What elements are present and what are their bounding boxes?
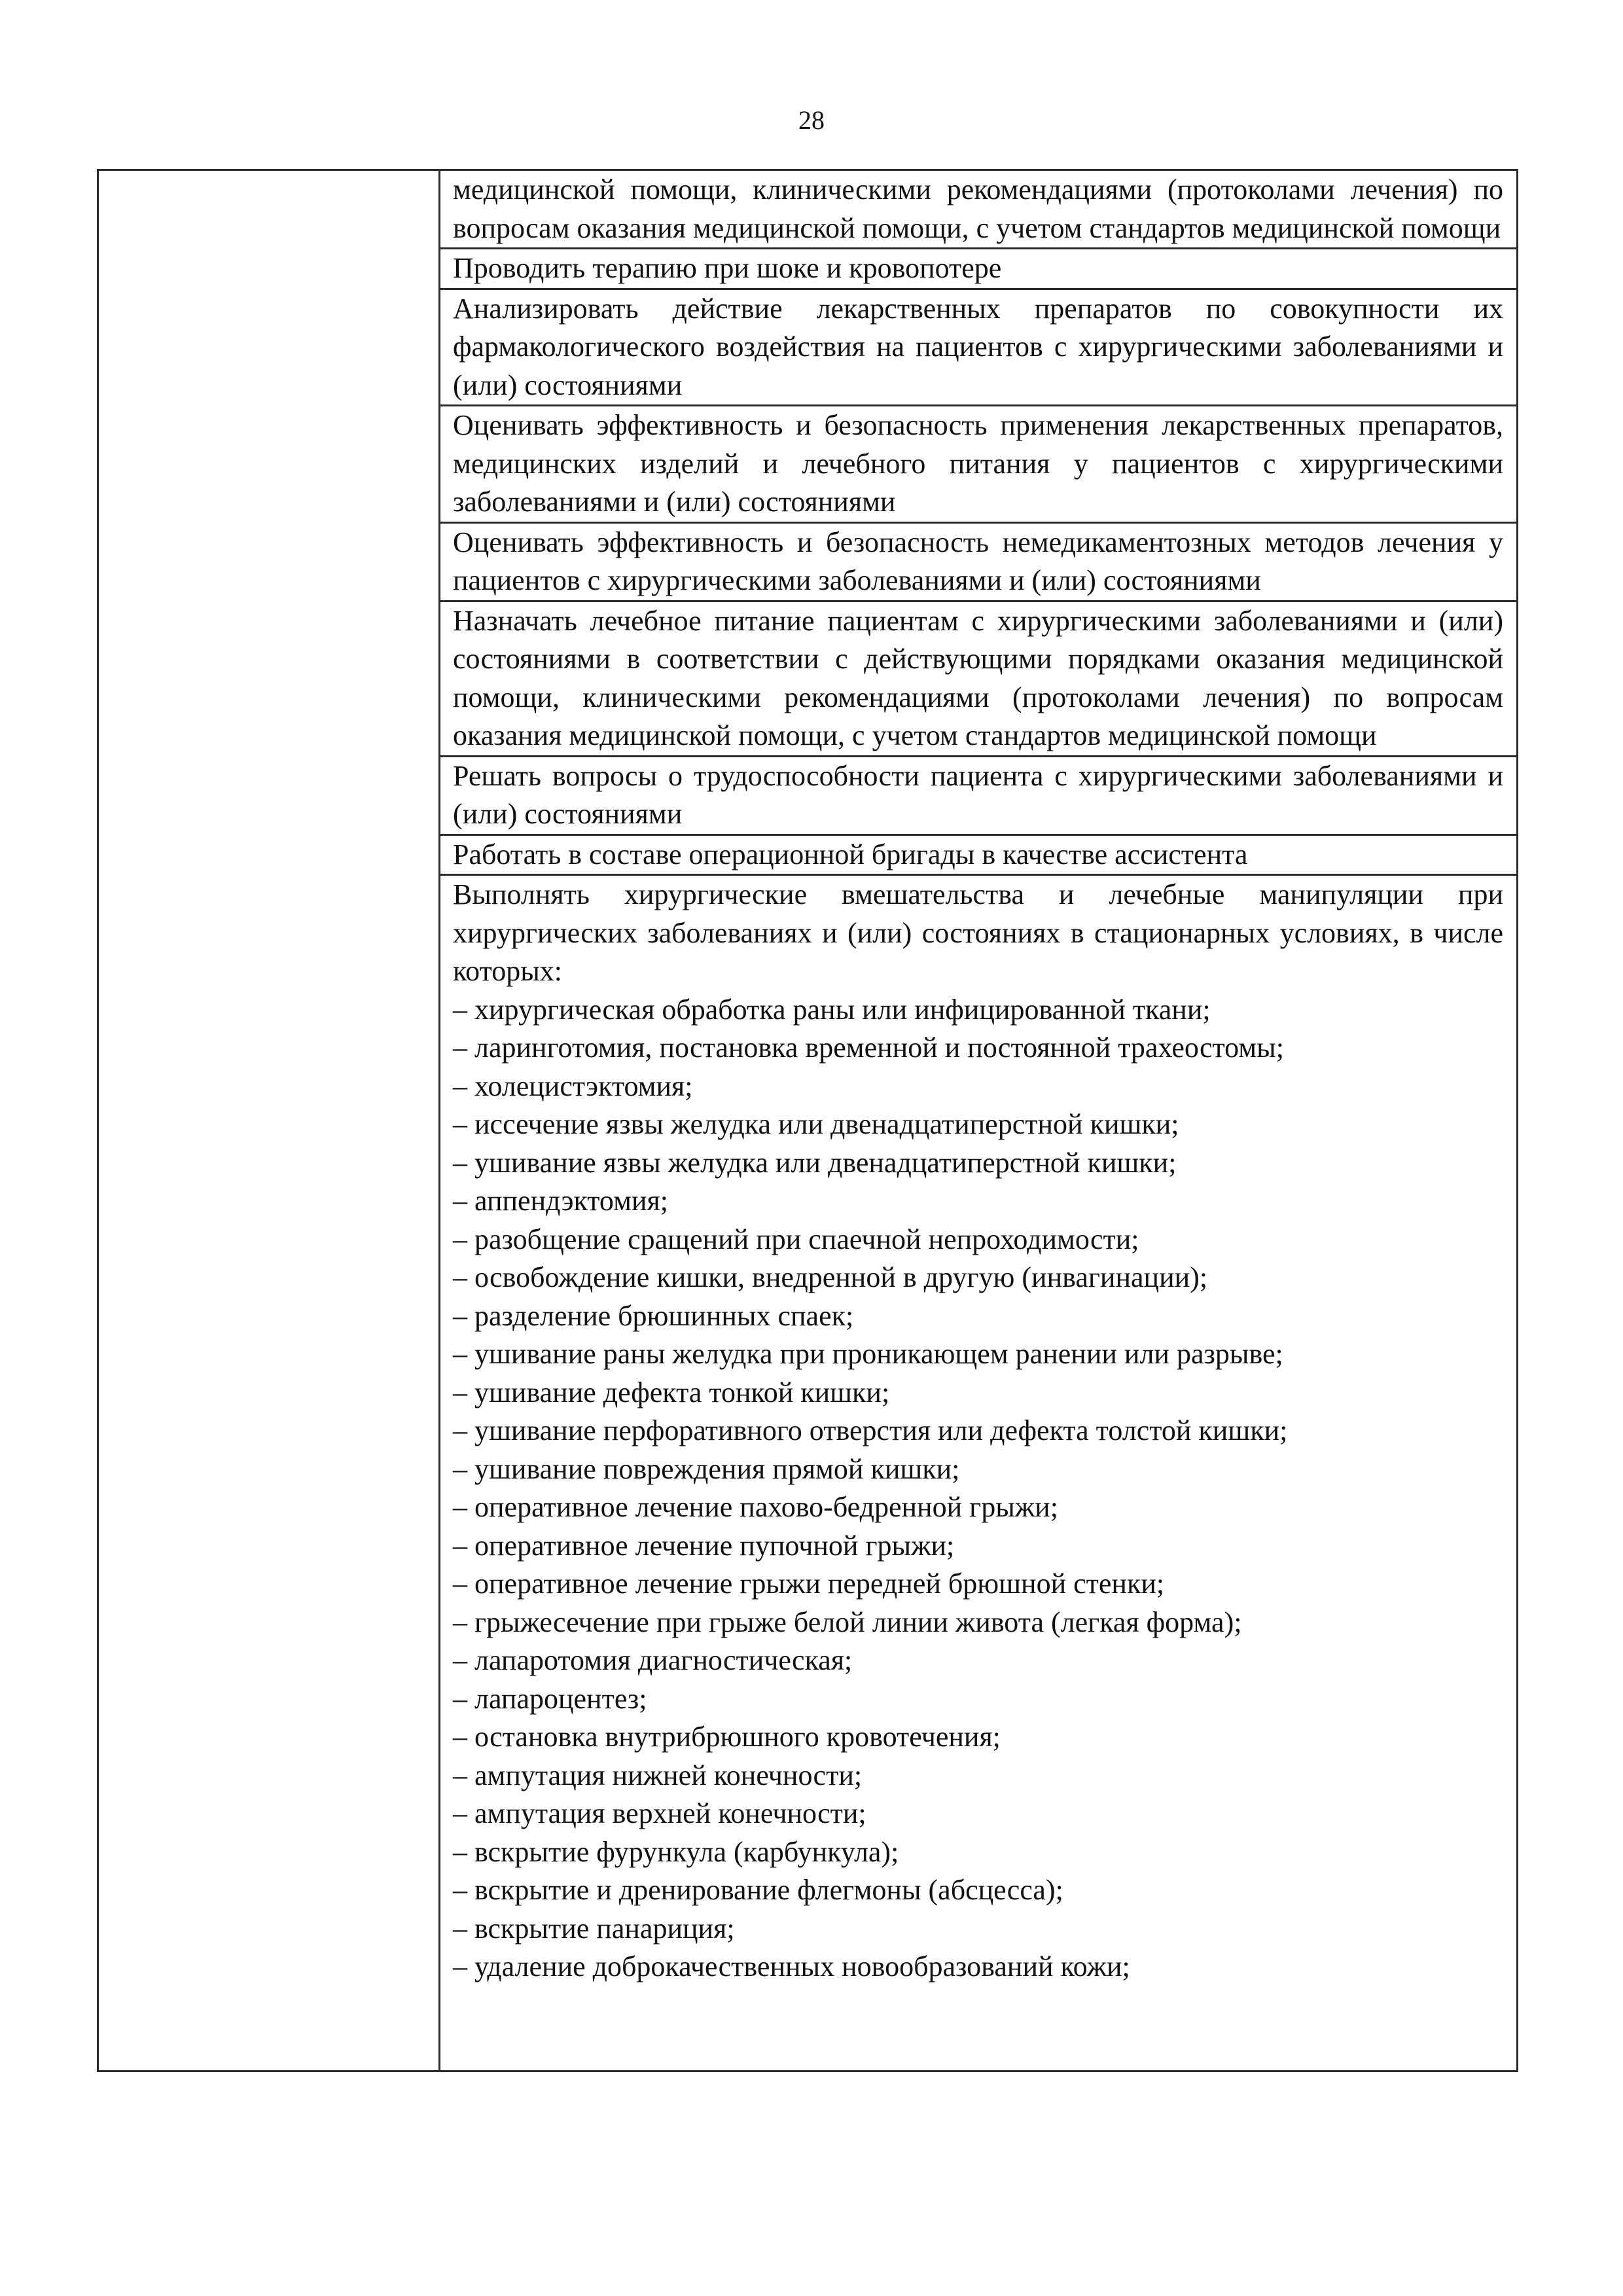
list-item: – иссечение язвы желудка или двенадцатиперстной кишки; [453, 1105, 1503, 1144]
table-row: Проводить терапию при шоке и кровопотере [440, 249, 1516, 290]
list-item: – аппендэктомия; [453, 1182, 1503, 1221]
list-item: – грыжесечение при грыже белой линии живота (легкая форма); [453, 1604, 1503, 1642]
table-row: Решать вопросы о трудоспособности пациента с хирургическими заболеваниями и (или) состояниями [440, 757, 1516, 836]
procedures-intro: Выполнять хирургические вмешательства и лечебные манипуляции при хирургических заболеваниях и (или) состояниях в стационарных условиях, в числе которых: [453, 878, 1503, 987]
table-row: Оценивать эффективность и безопасность немедикаментозных методов лечения у пациентов с хирургическими заболеваниями и (или) состояниями [440, 524, 1516, 602]
table-row-procedures [440, 876, 1516, 1986]
table-row: Работать в составе операционной бригады в качестве ассистента [440, 836, 1516, 876]
list-item: – ушивание перфоративного отверстия или дефекта толстой кишки; [453, 1412, 1503, 1450]
procedures-list [453, 991, 1503, 1986]
list-item: – ушивание дефекта тонкой кишки; [453, 1374, 1503, 1412]
list-item: – ларинготомия, постановка временной и постоянной трахеостомы; [453, 1029, 1503, 1067]
list-item: – разделение брюшинных спаек; [453, 1297, 1503, 1336]
page-number: 28 [798, 105, 825, 135]
list-item: – холецистэктомия; [453, 1067, 1503, 1106]
list-item: – лапароцентез; [453, 1680, 1503, 1719]
list-item: – ушивание повреждения прямой кишки; [453, 1450, 1503, 1489]
list-item: – ушивание раны желудка при проникающем ранении или разрыве; [453, 1335, 1503, 1374]
list-item: – оперативное лечение пахово-бедренной грыжи; [453, 1488, 1503, 1527]
list-item: – разобщение сращений при спаечной непроходимости; [453, 1221, 1503, 1259]
list-item: – оперативное лечение грыжи передней брюшной стенки; [453, 1565, 1503, 1604]
table-row: медицинской помощи, клиническими рекомендациями (протоколами лечения) по вопросам оказания медицинской помощи, с учетом стандартов медицинской помощи [440, 171, 1516, 249]
list-item: – оперативное лечение пупочной грыжи; [453, 1527, 1503, 1566]
list-item: – ушивание язвы желудка или двенадцатиперстной кишки; [453, 1144, 1503, 1183]
list-item: – ампутация нижней конечности; [453, 1757, 1503, 1795]
list-item: – удаление доброкачественных новообразований кожи; [453, 1948, 1503, 1986]
list-item: – хирургическая обработка раны или инфицированной ткани; [453, 991, 1503, 1030]
list-item: – вскрытие и дренирование флегмоны (абсцесса); [453, 1871, 1503, 1910]
table-right-column [440, 171, 1516, 2070]
table-row: Анализировать действие лекарственных препаратов по совокупности их фармакологического воздействия на пациентов с хирургическими заболеваниями и (или) состояниями [440, 290, 1516, 407]
list-item: – освобождение кишки, внедренной в другую (инвагинации); [453, 1259, 1503, 1297]
table-row: Оценивать эффективность и безопасность применения лекарственных препаратов, медицинских изделий и лечебного питания у пациентов с хирургическими заболеваниями и (или) состояниями [440, 406, 1516, 524]
list-item: – лапаротомия диагностическая; [453, 1641, 1503, 1680]
list-item: – ампутация верхней конечности; [453, 1795, 1503, 1833]
list-item: – вскрытие фурункула (карбункула); [453, 1833, 1503, 1872]
table-left-column [99, 171, 440, 2070]
list-item: – остановка внутрибрюшного кровотечения; [453, 1718, 1503, 1757]
list-item: – вскрытие панариция; [453, 1910, 1503, 1948]
competency-table [97, 169, 1518, 2072]
table-row: Назначать лечебное питание пациентам с хирургическими заболеваниями и (или) состояниями в соответствии с действующими порядками оказания медицинской помощи, клиническими рекомендациями (протоколами лечения) по вопросам оказания медицинской помощи, с учетом стандартов медицинской помощи [440, 602, 1516, 757]
